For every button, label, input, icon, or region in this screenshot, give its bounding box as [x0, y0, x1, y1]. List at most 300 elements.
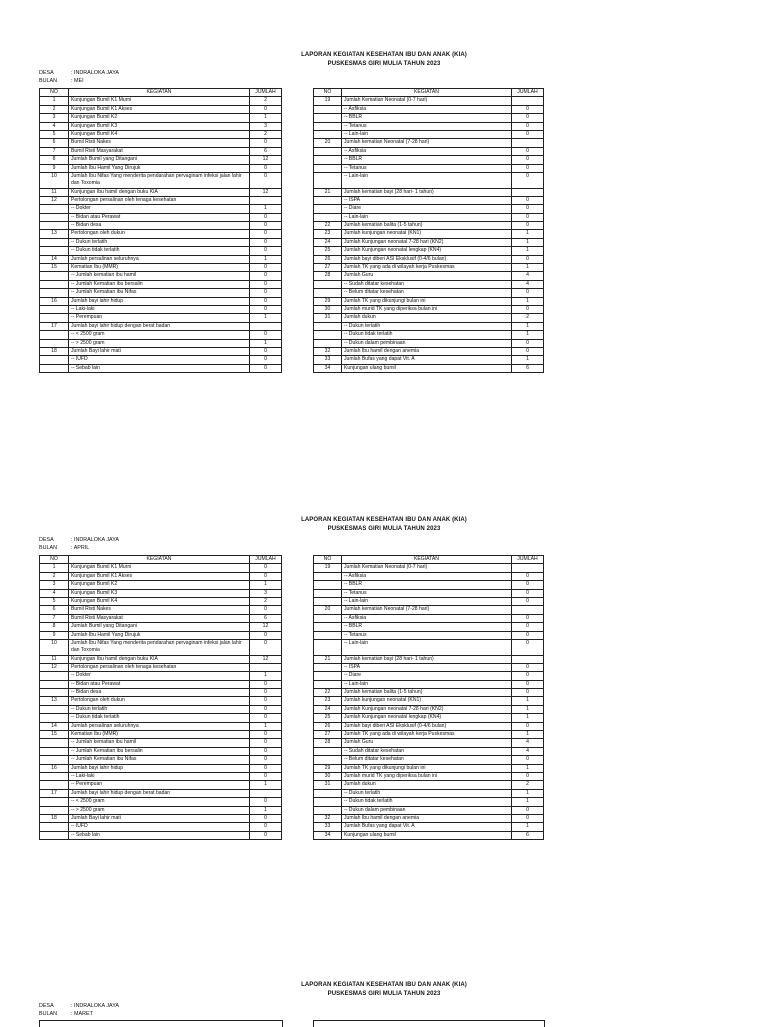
row-jumlah: 0	[512, 156, 544, 164]
table-row	[314, 823, 544, 831]
row-no: 4	[40, 122, 69, 130]
table-row	[314, 722, 544, 730]
table-row	[314, 781, 544, 789]
row-kegiatan: -- Lain-lain	[342, 172, 512, 188]
header-jumlah: JUMLAH	[250, 89, 282, 97]
table-row	[314, 222, 544, 230]
report-title	[0, 516, 768, 534]
row-jumlah: 0	[250, 264, 282, 272]
desa-label: DESA	[39, 1003, 54, 1009]
row-no	[40, 339, 69, 347]
row-no	[40, 356, 69, 364]
table-row	[40, 606, 282, 614]
row-no: 13	[40, 230, 69, 238]
row-no: 29	[314, 297, 342, 305]
row-kegiatan: -- Dukun terlatih	[69, 705, 250, 713]
header-no: NO	[314, 89, 342, 97]
row-jumlah	[512, 606, 544, 614]
row-no: 21	[314, 188, 342, 196]
row-kegiatan: Jumlah TK yang ada di wilayah kerja Puskesmas	[342, 264, 512, 272]
row-jumlah: 0	[512, 196, 544, 204]
row-no: 16	[40, 297, 69, 305]
row-jumlah: 1	[250, 722, 282, 730]
desa-value: : INDRALOKA JAYA	[71, 1003, 120, 1009]
header-no: NO	[314, 556, 342, 564]
row-jumlah	[512, 97, 544, 105]
row-no	[314, 322, 342, 330]
table-row	[40, 213, 282, 221]
table-row	[40, 631, 282, 639]
table-row	[314, 356, 544, 364]
row-jumlah	[512, 139, 544, 147]
row-kegiatan: Kunjungan Bumil K4	[69, 597, 250, 605]
row-kegiatan: -- IUFD	[69, 356, 250, 364]
report-title	[0, 51, 768, 69]
row-jumlah: 1	[512, 714, 544, 722]
row-jumlah: 0	[512, 772, 544, 780]
table-row	[314, 663, 544, 671]
row-no: 2	[40, 105, 69, 113]
row-kegiatan: Jumlah kematian Neonatal (7-28 hari)	[342, 606, 512, 614]
row-no	[40, 756, 69, 764]
row-jumlah: 0	[250, 564, 282, 572]
bulan-row	[39, 1011, 119, 1019]
row-no: 19	[314, 564, 342, 572]
row-kegiatan: -- Sudah ditatar kesehatan	[342, 280, 512, 288]
row-jumlah: 0	[512, 255, 544, 263]
table-row	[40, 597, 282, 605]
row-no	[314, 164, 342, 172]
table-row	[314, 122, 544, 130]
table-row	[40, 789, 282, 797]
row-no: 16	[40, 764, 69, 772]
table-row	[314, 347, 544, 355]
row-jumlah: 0	[250, 230, 282, 238]
row-jumlah: 0	[512, 122, 544, 130]
table-row	[314, 789, 544, 797]
row-no	[40, 364, 69, 372]
table-row	[40, 814, 282, 822]
row-kegiatan: -- Bidan desa	[69, 222, 250, 230]
table-row	[314, 623, 544, 631]
table-row	[314, 589, 544, 597]
row-no	[314, 623, 342, 631]
row-no: 24	[314, 238, 342, 246]
row-jumlah: 1	[512, 798, 544, 806]
row-kegiatan: -- ISPA	[342, 196, 512, 204]
row-kegiatan: Jumlah bayi lahir hidup dengan berat badan	[69, 322, 250, 330]
table-row	[40, 222, 282, 230]
row-no: 14	[40, 722, 69, 730]
row-kegiatan: Kunjungan Ibu hamil dengan buku KIA	[69, 655, 250, 663]
row-kegiatan: Jumlah Ibu hamil dengan anemia	[342, 347, 512, 355]
table-row	[314, 130, 544, 138]
row-jumlah: 0	[512, 756, 544, 764]
table-row	[40, 272, 282, 280]
row-jumlah: 1	[250, 205, 282, 213]
row-no	[40, 772, 69, 780]
row-jumlah: 2	[512, 314, 544, 322]
table-row	[40, 680, 282, 688]
table-row	[40, 280, 282, 288]
row-kegiatan: Jumlah kunjungan neonatal (KN1)	[342, 230, 512, 238]
row-jumlah: 1	[512, 731, 544, 739]
table-row	[40, 347, 282, 355]
row-no: 23	[314, 697, 342, 705]
row-kegiatan: Jumlah kunjungan neonatal (KN1)	[342, 697, 512, 705]
row-jumlah: 2	[512, 781, 544, 789]
row-jumlah: 6	[512, 831, 544, 839]
row-jumlah: 0	[512, 722, 544, 730]
row-kegiatan: -- Bidan atau Perawat	[69, 680, 250, 688]
row-jumlah: 0	[512, 572, 544, 580]
row-no	[314, 280, 342, 288]
bulan-value: : MARET	[71, 1010, 93, 1017]
row-no	[40, 798, 69, 806]
row-no: 22	[314, 222, 342, 230]
row-no: 27	[314, 731, 342, 739]
row-jumlah: 0	[250, 747, 282, 755]
table-row	[314, 331, 544, 339]
kegiatan-table-left	[39, 88, 282, 373]
row-jumlah	[512, 188, 544, 196]
row-no: 8	[40, 623, 69, 631]
row-kegiatan: -- Dukun tidak terlatih	[342, 331, 512, 339]
row-kegiatan: -- Belum ditatar kesehatan	[342, 756, 512, 764]
table-row	[314, 806, 544, 814]
row-jumlah: 0	[250, 739, 282, 747]
table-row	[314, 97, 544, 105]
row-no: 3	[40, 581, 69, 589]
row-no: 21	[314, 655, 342, 663]
table-row	[314, 564, 544, 572]
row-kegiatan: Jumlah kematian bayi (28 hari- 1 tahun)	[342, 655, 512, 663]
row-kegiatan: -- Bidan desa	[69, 689, 250, 697]
row-kegiatan: -- Asfiksia	[342, 572, 512, 580]
row-jumlah: 1	[250, 339, 282, 347]
table-row	[314, 339, 544, 347]
row-kegiatan: Pertolongan oleh dukun	[69, 697, 250, 705]
row-jumlah: 0	[250, 714, 282, 722]
row-kegiatan: Jumlah persalinan seluruhnya	[69, 255, 250, 263]
header-no: NO	[40, 89, 69, 97]
row-kegiatan: -- Dokter	[69, 205, 250, 213]
row-jumlah: 0	[250, 213, 282, 221]
row-kegiatan: -- Tetanus	[342, 122, 512, 130]
row-kegiatan: Jumlah Guru	[342, 272, 512, 280]
table-row	[314, 606, 544, 614]
table-row	[314, 756, 544, 764]
table-row	[40, 130, 282, 138]
table-row	[314, 814, 544, 822]
row-no: 25	[314, 714, 342, 722]
row-kegiatan: -- Jumlah Kematian ibu Nifas	[69, 756, 250, 764]
row-no: 13	[40, 697, 69, 705]
table-row	[40, 196, 282, 204]
row-no	[40, 238, 69, 246]
table-row	[40, 697, 282, 705]
row-no: 1	[40, 97, 69, 105]
row-no	[314, 205, 342, 213]
row-jumlah: 3	[250, 122, 282, 130]
table-row	[314, 264, 544, 272]
row-kegiatan: Jumlah kematian balita (1-5 tahun)	[342, 222, 512, 230]
table-row	[314, 597, 544, 605]
row-no: 34	[314, 831, 342, 839]
bulan-label: BULAN	[39, 77, 57, 84]
row-no: 9	[40, 164, 69, 172]
row-no: 11	[40, 655, 69, 663]
row-no	[40, 272, 69, 280]
header-kegiatan: KEGIATAN	[69, 556, 250, 564]
row-no	[314, 331, 342, 339]
row-no: 7	[40, 614, 69, 622]
row-jumlah: 1	[512, 238, 544, 246]
row-no: 20	[314, 606, 342, 614]
table-row	[40, 264, 282, 272]
row-kegiatan: Jumlah dukun	[342, 781, 512, 789]
row-jumlah: 0	[512, 623, 544, 631]
row-jumlah: 3	[250, 589, 282, 597]
table-row	[314, 772, 544, 780]
table-row	[314, 322, 544, 330]
row-kegiatan: Kunjungan Ibu hamil dengan buku KIA	[69, 188, 250, 196]
row-jumlah: 0	[250, 680, 282, 688]
row-jumlah: 0	[512, 347, 544, 355]
row-no	[314, 756, 342, 764]
row-no	[314, 581, 342, 589]
row-no: 31	[314, 314, 342, 322]
table-row	[40, 114, 282, 122]
row-jumlah: 0	[250, 272, 282, 280]
row-no	[314, 663, 342, 671]
table-row	[314, 105, 544, 113]
row-jumlah: 1	[250, 781, 282, 789]
row-kegiatan: -- Asfiksia	[342, 147, 512, 155]
row-kegiatan: Pertolongan persalinan oleh tenaga kesehatan	[69, 663, 250, 671]
row-kegiatan: -- Jumlah Kematian ibu bersalin	[69, 747, 250, 755]
row-jumlah: 6	[250, 147, 282, 155]
row-no: 20	[314, 139, 342, 147]
table-row	[40, 305, 282, 313]
row-no: 32	[314, 347, 342, 355]
table-row	[40, 339, 282, 347]
row-no	[40, 247, 69, 255]
table-row	[314, 238, 544, 246]
row-kegiatan: Jumlah TK yang dikunjungi bulan ini	[342, 764, 512, 772]
row-no: 34	[314, 364, 342, 372]
row-no: 1	[40, 564, 69, 572]
row-jumlah: 0	[250, 172, 282, 188]
row-no: 15	[40, 731, 69, 739]
row-no: 30	[314, 305, 342, 313]
row-no: 26	[314, 722, 342, 730]
row-jumlah: 4	[512, 739, 544, 747]
row-no: 2	[40, 572, 69, 580]
row-kegiatan: Jumlah Kunjungan neonatal 7-28 hari (KN2)	[342, 705, 512, 713]
row-kegiatan: -- BBLR	[342, 581, 512, 589]
row-jumlah: 0	[250, 164, 282, 172]
row-kegiatan: -- Perempuan	[69, 781, 250, 789]
row-no	[314, 213, 342, 221]
table-row	[40, 831, 282, 839]
row-no	[40, 823, 69, 831]
row-no	[314, 105, 342, 113]
bulan-row	[39, 78, 119, 86]
table-row	[314, 213, 544, 221]
report-meta	[39, 70, 119, 85]
row-no	[40, 747, 69, 755]
row-kegiatan: -- Lain-lain	[342, 597, 512, 605]
desa-label: DESA	[39, 537, 54, 543]
table-row	[40, 823, 282, 831]
row-jumlah: 0	[512, 339, 544, 347]
row-kegiatan: Jumlah Ibu Nifas Yang menderita pendarahan pervaginam infeksi jalan lahir dan Toxomia	[69, 172, 250, 188]
row-jumlah: 0	[250, 222, 282, 230]
row-kegiatan: -- Jumlah Kematian ibu bersalin	[69, 280, 250, 288]
table-row	[314, 731, 544, 739]
row-jumlah: 0	[250, 606, 282, 614]
row-kegiatan: -- Dukun tidak terlatih	[69, 247, 250, 255]
row-no: 33	[314, 356, 342, 364]
row-jumlah: 0	[512, 680, 544, 688]
row-kegiatan: Jumlah Ibu Hamil Yang Dirujuk	[69, 164, 250, 172]
row-jumlah: 1	[512, 356, 544, 364]
row-jumlah: 0	[512, 114, 544, 122]
row-kegiatan: Jumlah TK yang ada di wilayah kerja Puskesmas	[342, 731, 512, 739]
row-jumlah: 0	[250, 356, 282, 364]
table-row	[40, 639, 282, 655]
row-no	[40, 331, 69, 339]
row-no	[314, 680, 342, 688]
row-no: 33	[314, 823, 342, 831]
table-row	[314, 205, 544, 213]
row-kegiatan: -- < 2500 gram	[69, 331, 250, 339]
table-row	[40, 764, 282, 772]
table-row	[40, 331, 282, 339]
table-row	[40, 623, 282, 631]
row-jumlah: 0	[250, 756, 282, 764]
row-kegiatan: Jumlah kematian balita (1-5 tahun)	[342, 689, 512, 697]
table-row	[40, 156, 282, 164]
row-kegiatan: Jumlah bayi diberi ASI Eksklusif (0-4/6 bulan)	[342, 722, 512, 730]
table-row	[314, 272, 544, 280]
table-row	[314, 164, 544, 172]
row-jumlah: 0	[250, 105, 282, 113]
row-no	[40, 289, 69, 297]
row-no	[314, 196, 342, 204]
row-jumlah: 1	[512, 322, 544, 330]
row-jumlah: 0	[512, 164, 544, 172]
row-kegiatan: -- Lain-lain	[342, 680, 512, 688]
row-kegiatan: -- Jumlah kematian ibu hamil	[69, 272, 250, 280]
row-jumlah: 0	[512, 663, 544, 671]
row-jumlah: 0	[512, 806, 544, 814]
row-jumlah: 0	[250, 697, 282, 705]
row-jumlah: 0	[512, 305, 544, 313]
desa-row	[39, 537, 119, 545]
row-no	[314, 798, 342, 806]
row-jumlah: 0	[512, 589, 544, 597]
row-no	[314, 156, 342, 164]
table-row	[40, 247, 282, 255]
row-kegiatan: -- Diare	[342, 205, 512, 213]
row-jumlah: 0	[250, 814, 282, 822]
header-jumlah: JUMLAH	[512, 89, 544, 97]
row-no	[40, 672, 69, 680]
row-kegiatan: -- Dukun dalam pembinaan	[342, 339, 512, 347]
row-no: 18	[40, 814, 69, 822]
row-kegiatan: Jumlah Bayi lahir mati	[69, 814, 250, 822]
row-kegiatan: Bumil Risti Masyarakat	[69, 147, 250, 155]
table-header-row	[314, 556, 544, 564]
row-kegiatan: Jumlah Kematian Neonatal (0-7 hari)	[342, 97, 512, 105]
table-row	[40, 356, 282, 364]
row-no: 24	[314, 705, 342, 713]
table-row	[40, 147, 282, 155]
table-row	[314, 255, 544, 263]
row-no: 29	[314, 764, 342, 772]
row-jumlah: 0	[250, 764, 282, 772]
header-kegiatan: KEGIATAN	[342, 89, 512, 97]
table-row	[40, 105, 282, 113]
header-kegiatan: KEGIATAN	[69, 89, 250, 97]
report-title-line1: LAPORAN KEGIATAN KESEHATAN IBU DAN ANAK (KIA)	[301, 517, 467, 523]
row-jumlah: 0	[250, 139, 282, 147]
table-row	[40, 581, 282, 589]
table-row	[40, 289, 282, 297]
table-row	[314, 639, 544, 655]
table-row	[314, 139, 544, 147]
row-no: 10	[40, 172, 69, 188]
row-no: 6	[40, 139, 69, 147]
row-no: 25	[314, 247, 342, 255]
row-kegiatan: Jumlah Bufas yang dapat Vit. A	[342, 823, 512, 831]
row-kegiatan: Jumlah Kematian Neonatal (0-7 hari)	[342, 564, 512, 572]
row-kegiatan: Jumlah bayi lahir hidup	[69, 297, 250, 305]
row-no	[40, 314, 69, 322]
row-no: 19	[314, 97, 342, 105]
row-no	[314, 789, 342, 797]
table-row	[314, 614, 544, 622]
row-no: 12	[40, 663, 69, 671]
row-jumlah: 0	[512, 222, 544, 230]
row-kegiatan: Jumlah Bayi lahir mati	[69, 347, 250, 355]
row-jumlah: 0	[512, 205, 544, 213]
row-no: 12	[40, 196, 69, 204]
table-row	[314, 364, 544, 372]
row-no	[314, 639, 342, 655]
row-jumlah: 0	[250, 639, 282, 655]
report-title-line1: LAPORAN KEGIATAN KESEHATAN IBU DAN ANAK (KIA)	[301, 982, 467, 988]
row-kegiatan: -- Perempuan	[69, 314, 250, 322]
table-row	[40, 238, 282, 246]
row-kegiatan: -- BBLR	[342, 623, 512, 631]
desa-value: : INDRALOKA JAYA	[71, 537, 120, 543]
table-row	[314, 280, 544, 288]
table-row	[40, 663, 282, 671]
table-row	[314, 689, 544, 697]
row-no: 10	[40, 639, 69, 655]
row-kegiatan: Kunjungan Bumil K3	[69, 589, 250, 597]
row-kegiatan: -- Sebab lain	[69, 364, 250, 372]
row-jumlah: 1	[512, 823, 544, 831]
row-jumlah: 0	[250, 705, 282, 713]
bulan-value: : APRIL	[71, 544, 90, 551]
row-jumlah: 0	[250, 347, 282, 355]
row-no	[40, 781, 69, 789]
row-jumlah: 1	[512, 764, 544, 772]
